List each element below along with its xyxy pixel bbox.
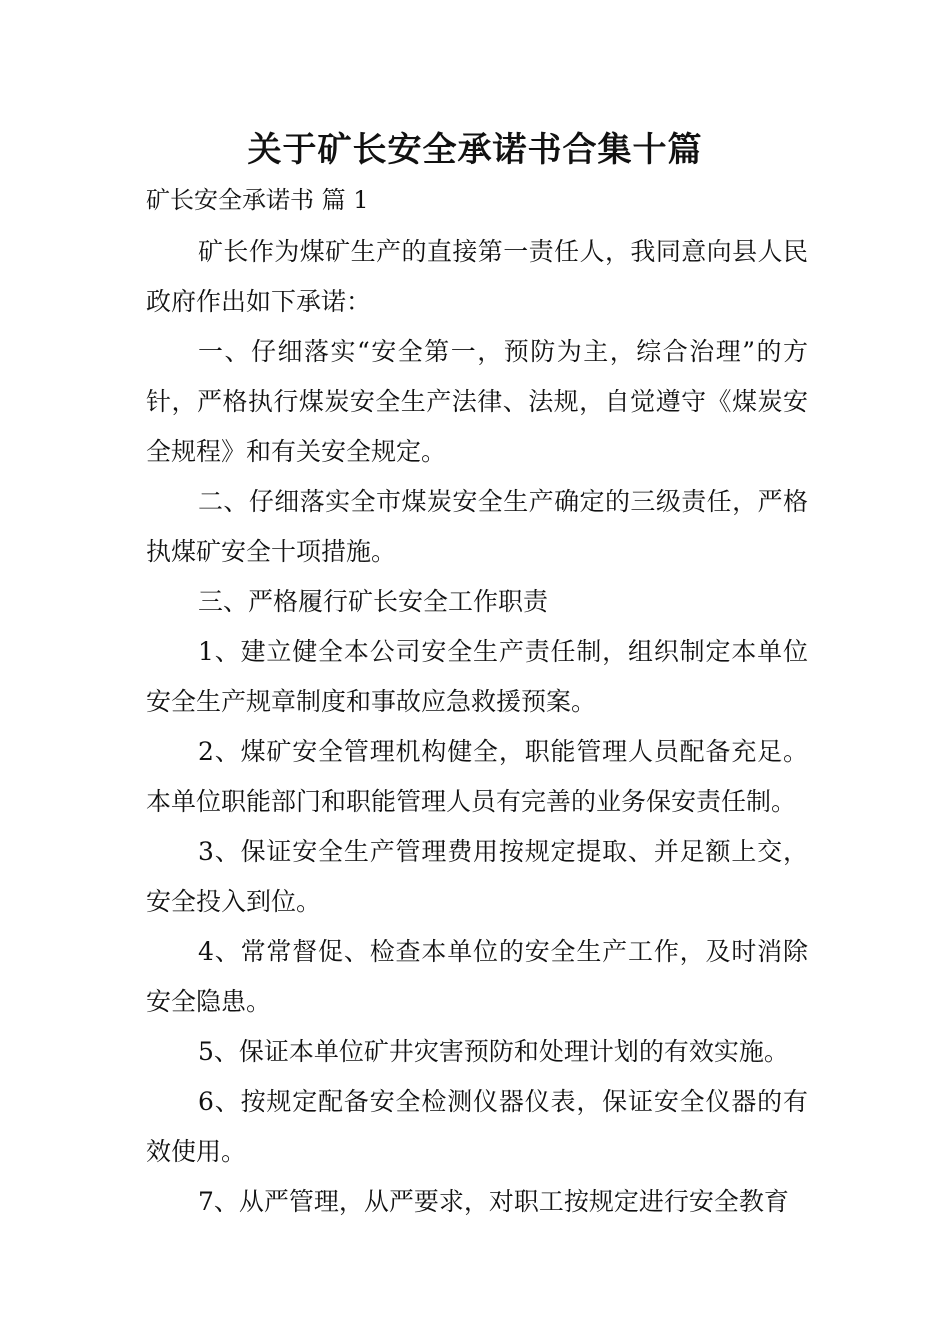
paragraph-duty-5: 5、保证本单位矿井灾害预防和处理计划的有效实施。 (198, 1037, 789, 1066)
section-heading: 矿长安全承诺书 篇 1 (146, 186, 369, 214)
paragraph-duty-3: 3、保证安全生产管理费用按规定提取、并足额上交，安全投入到位。 (146, 837, 808, 916)
paragraph-item-one: 一、仔细落实“安全第一，预防为主，综合治理”的方针，严格执行煤炭安全生产法律、法规，自觉遵守《煤炭安全规程》和有关安全规定。 (146, 337, 808, 466)
paragraph-duty-1: 1、建立健全本公司安全生产责任制，组织制定本单位安全生产规章制度和事故应急救援预案。 (146, 637, 808, 716)
paragraph-duty-6: 6、按规定配备安全检测仪器仪表，保证安全仪器的有效使用。 (146, 1087, 808, 1166)
paragraph-duty-7: 7、从严管理，从严要求，对职工按规定进行安全教育 (198, 1187, 789, 1216)
paragraph-duty-4: 4、常常督促、检查本单位的安全生产工作，及时消除安全隐患。 (146, 937, 808, 1016)
document-title: 关于矿长安全承诺书合集十篇 (247, 130, 703, 170)
paragraph-item-two: 二、仔细落实全市煤炭安全生产确定的三级责任，严格执煤矿安全十项措施。 (146, 487, 808, 566)
document-body (146, 227, 808, 1227)
paragraph-item-three: 三、严格履行矿长安全工作职责 (198, 587, 549, 616)
paragraph-duty-2: 2、煤矿安全管理机构健全，职能管理人员配备充足。本单位职能部门和职能管理人员有完善的业务保安责任制。 (146, 737, 808, 816)
paragraph-intro: 矿长作为煤矿生产的直接第一责任人，我同意向县人民政府作出如下承诺： (146, 237, 808, 316)
